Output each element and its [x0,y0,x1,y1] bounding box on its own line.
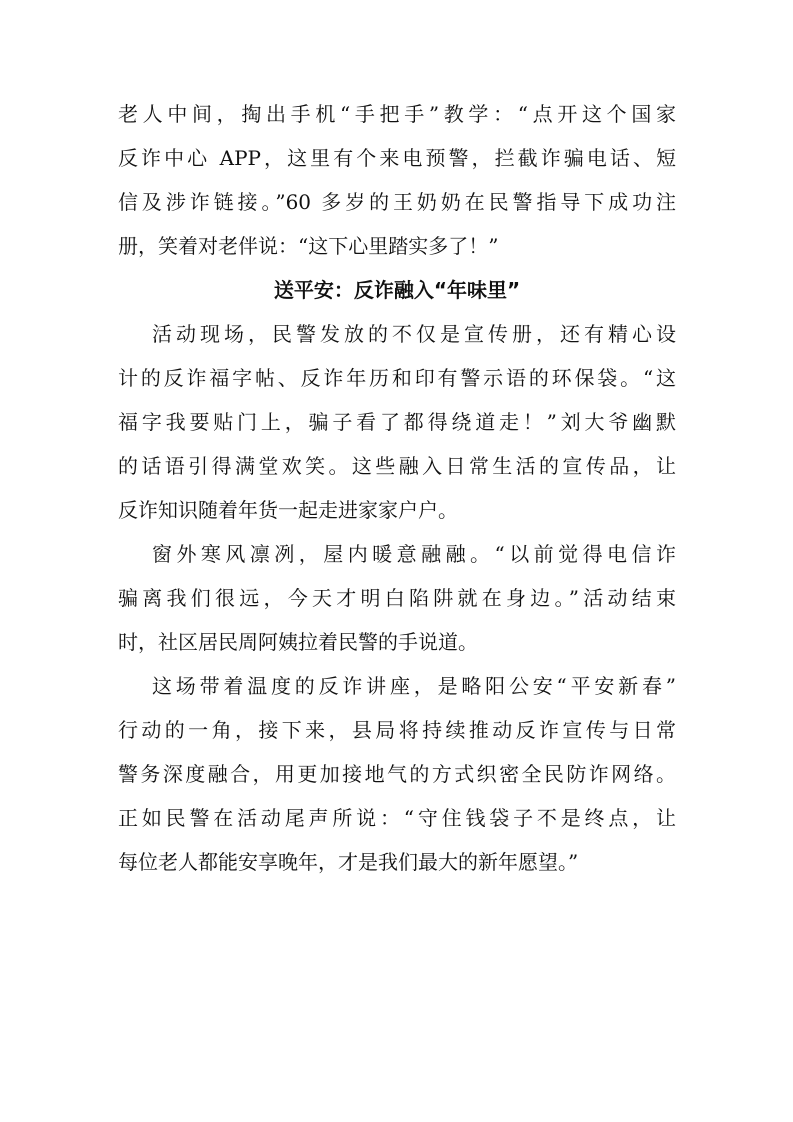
paragraph-line: 这场带着温度的反诈讲座，是略阳公安“平安新春” [152,674,676,698]
paragraph-line: 每位老人都能安享晚年，才是我们最大的新年愿望。” [118,850,579,874]
paragraph-line: 计的反诈福字帖、反诈年历和印有警示语的环保袋。“这 [118,366,676,390]
paragraph-line: 活动现场，民警发放的不仅是宣传册，还有精心设 [152,322,676,346]
paragraph-line: 的话语引得满堂欢笑。这些融入日常生活的宣传品，让 [118,454,676,478]
paragraph-line: 反诈中心 APP，这里有个来电预警，拦截诈骗电话、短 [118,146,676,170]
paragraph-line: 信及涉诈链接。”60 多岁的王奶奶在民警指导下成功注 [118,190,676,214]
paragraph-line: 反诈知识随着年货一起走进家家户户。 [118,498,458,522]
paragraph-line: 窗外寒风凛冽，屋内暖意融融。“以前觉得电信诈 [152,542,676,566]
paragraph-line: 骗离我们很远，今天才明白陷阱就在身边。”活动结束 [118,586,676,610]
paragraph-line: 警务深度融合，用更加接地气的方式织密全民防诈网络。 [118,762,676,786]
paragraph-line: 正如民警在活动尾声所说：“守住钱袋子不是终点，让 [118,806,676,830]
paragraph-line: 册，笑着对老伴说：“这下心里踏实多了！” [118,234,499,258]
section-heading: 送平安：反诈融入“年味里” [273,278,521,302]
document-body [118,92,676,884]
paragraph-line: 时，社区居民周阿姨拉着民警的手说道。 [118,630,478,654]
paragraph-line: 福字我要贴门上，骗子看了都得绕道走！”刘大爷幽默 [118,410,676,434]
paragraph-line: 老人中间，掏出手机“手把手”教学：“点开这个国家 [118,102,676,126]
paragraph-line: 行动的一角，接下来，县局将持续推动反诈宣传与日常 [118,718,676,742]
